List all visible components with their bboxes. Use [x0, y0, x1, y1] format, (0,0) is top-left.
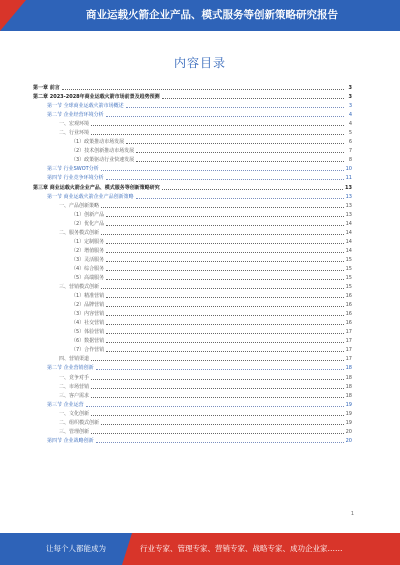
toc-dot-leader	[106, 252, 343, 253]
toc-dot-leader	[106, 297, 343, 298]
toc-dot-leader	[162, 98, 344, 99]
toc-dot-leader	[91, 415, 344, 416]
toc-entry[interactable]	[33, 410, 352, 419]
toc-entry-label: 一、文化创新	[59, 410, 90, 417]
toc-entry[interactable]	[33, 202, 352, 211]
toc-entry-page: 10	[345, 166, 352, 173]
toc-dot-leader	[106, 243, 343, 244]
toc-entry-page: 14	[345, 238, 352, 245]
toc-dot-leader	[106, 306, 343, 307]
toc-entry-label: 二、组织模式创新	[59, 419, 100, 426]
toc-entry-label: （1）定制服务	[71, 238, 105, 245]
toc-entry[interactable]	[33, 184, 352, 193]
toc-dot-leader	[101, 234, 344, 235]
toc-entry-page: 13	[345, 193, 352, 200]
toc-entry-page: 3	[348, 103, 352, 110]
toc-entry-page: 7	[348, 148, 352, 155]
toc-entry-label: 第二节 企业营销创新	[47, 365, 94, 372]
toc-dot-leader	[91, 125, 344, 126]
toc-dot-leader	[136, 161, 344, 162]
toc-entry-label: 一、竞争对手	[59, 374, 90, 381]
toc-entry-label: （1）政策推动市场发展	[71, 139, 125, 146]
toc-dot-leader	[136, 198, 344, 199]
toc-entry-label: 第三章 商业运载火箭企业产品、模式服务等创新策略研究	[33, 184, 160, 191]
toc-entry-label: 第一节 商业运载火箭企业产品创新策略	[47, 193, 134, 200]
toc-entry-label: （4）综合服务	[71, 265, 105, 272]
toc-entry-label: 第四节 行业竞争环境分析	[47, 175, 104, 182]
toc-entry[interactable]	[33, 428, 352, 437]
toc-entry[interactable]	[33, 346, 352, 355]
toc-entry-page: 17	[345, 347, 352, 354]
toc-entry-page: 4	[348, 121, 352, 128]
toc-entry[interactable]	[33, 129, 352, 138]
toc-entry-label: 三、管理创新	[59, 428, 90, 435]
toc-entry-label: （7）合作营销	[71, 347, 105, 354]
toc-entry[interactable]	[33, 265, 352, 274]
toc-entry-page: 16	[345, 311, 352, 318]
toc-entry-page: 8	[348, 157, 352, 164]
toc-entry-page: 19	[345, 410, 352, 417]
toc-entry-label: （1）精准营销	[71, 293, 105, 300]
toc-heading: 内容目录	[173, 56, 226, 70]
toc-entry-page: 14	[345, 220, 352, 227]
toc-entry-label: 三、客户需求	[59, 392, 90, 399]
toc-entry[interactable]	[33, 364, 352, 373]
toc-dot-leader	[62, 89, 344, 90]
toc-dot-leader	[91, 433, 344, 434]
toc-entry-label: 一、产品创新策略	[59, 202, 100, 209]
toc-entry-label: （3）内容营销	[71, 311, 105, 318]
toc-entry-page: 3	[348, 94, 352, 101]
toc-dot-leader	[101, 424, 344, 425]
toc-dot-leader	[162, 189, 343, 190]
toc-entry-label: 一、宏观环境	[59, 121, 90, 128]
toc-entry[interactable]	[33, 292, 352, 301]
toc-entry-label: 第一节 全球商业运载火箭市场概述	[47, 103, 124, 110]
toc-entry-label: 二、服务模式创新	[59, 229, 100, 236]
toc-entry-page: 5	[348, 130, 352, 137]
toc-dot-leader	[106, 342, 343, 343]
toc-entry-page: 17	[345, 329, 352, 336]
toc-entry-page: 13	[345, 202, 352, 209]
header-red-corner	[0, 0, 26, 31]
toc-entry-label: （2）优化产品	[71, 220, 105, 227]
toc-dot-leader	[106, 261, 343, 262]
toc-dot-leader	[106, 116, 344, 117]
toc-entry[interactable]	[33, 256, 352, 265]
toc-entry[interactable]	[33, 274, 352, 283]
toc-entry-page: 16	[345, 302, 352, 309]
toc-entry-page: 19	[345, 401, 352, 408]
toc-entry-page: 16	[345, 293, 352, 300]
toc-entry-label: 第二章 2023-2028年商业运载火箭市场前景及趋势预测	[33, 94, 160, 101]
toc-entry-label: （5）高端服务	[71, 274, 105, 281]
toc-entry[interactable]	[33, 355, 352, 364]
toc-entry-page: 20	[345, 428, 352, 435]
toc-dot-leader	[106, 270, 343, 271]
toc-entry[interactable]	[33, 102, 352, 111]
toc-dot-leader	[106, 225, 343, 226]
toc-entry-page: 14	[345, 247, 352, 254]
toc-entry-page: 14	[345, 229, 352, 236]
toc-entry-page: 15	[345, 274, 352, 281]
toc-entry-page: 17	[345, 356, 352, 363]
toc-dot-leader	[91, 388, 344, 389]
toc-entry[interactable]	[33, 392, 352, 401]
toc-entry-page: 15	[345, 284, 352, 291]
toc-entry-label: （5）体验营销	[71, 329, 105, 336]
toc-entry-label: 第二节 企业经营环境分析	[47, 112, 104, 119]
page-footer	[0, 533, 400, 565]
toc-dot-leader	[106, 324, 343, 325]
toc-entry[interactable]	[33, 301, 352, 310]
toc-entry[interactable]	[33, 156, 352, 165]
toc-entry-page: 15	[345, 256, 352, 263]
toc-entry-label: 二、市场营销	[59, 383, 90, 390]
toc-entry-label: 二、行业环境	[59, 130, 90, 137]
toc-entry-page: 6	[348, 139, 352, 146]
toc-entry[interactable]	[33, 111, 352, 120]
toc-entry-label: （4）社交营销	[71, 320, 105, 327]
toc-dot-leader	[96, 369, 344, 370]
toc-entry-page: 13	[345, 211, 352, 218]
toc-dot-leader	[91, 360, 344, 361]
toc-dot-leader	[101, 170, 344, 171]
toc-entry[interactable]	[33, 147, 352, 156]
toc-entry-page: 16	[345, 320, 352, 327]
toc-dot-leader	[86, 406, 344, 407]
toc-dot-leader	[91, 134, 344, 135]
toc-entry[interactable]	[33, 138, 352, 147]
toc-entry[interactable]	[33, 283, 352, 292]
toc-entry-page: 19	[345, 419, 352, 426]
toc-entry[interactable]	[33, 220, 352, 229]
footer-red-slant	[122, 533, 132, 565]
toc-dot-leader	[106, 315, 343, 316]
toc-entry[interactable]	[33, 211, 352, 220]
toc-entry-label: （2）增值服务	[71, 247, 105, 254]
toc-entry[interactable]	[33, 383, 352, 392]
toc-entry[interactable]	[33, 165, 352, 174]
toc-entry-page: 15	[345, 265, 352, 272]
table-of-contents	[33, 84, 352, 446]
toc-entry[interactable]	[33, 120, 352, 129]
toc-entry-label: 第一章 前言	[33, 85, 60, 91]
toc-entry[interactable]	[33, 337, 352, 346]
toc-entry-label: 三、营销模式创新	[59, 284, 100, 291]
toc-dot-leader	[126, 143, 344, 144]
toc-entry[interactable]	[33, 84, 352, 93]
toc-entry-label: 第三节 企业运营	[47, 401, 84, 408]
toc-entry-page: 18	[345, 392, 352, 399]
footer-slogan-right: 行业专家、管理专家、营销专家、战略专家、成功企业家……	[140, 544, 343, 553]
toc-entry-label: （3）灵活服务	[71, 256, 105, 263]
report-title: 商业运载火箭企业产品、模式服务等创新策略研究报告	[86, 9, 338, 21]
toc-dot-leader	[101, 288, 344, 289]
toc-dot-leader	[91, 379, 344, 380]
page-header	[0, 0, 400, 31]
page-number: 1	[350, 511, 354, 517]
toc-entry[interactable]	[33, 93, 352, 102]
toc-entry[interactable]	[33, 238, 352, 247]
toc-dot-leader	[106, 351, 343, 352]
toc-entry-page: 4	[348, 112, 352, 119]
toc-entry[interactable]	[33, 193, 352, 202]
toc-dot-leader	[106, 179, 344, 180]
toc-dot-leader	[101, 207, 344, 208]
toc-entry-page: 18	[345, 383, 352, 390]
toc-entry[interactable]	[33, 401, 352, 410]
toc-entry[interactable]	[33, 310, 352, 319]
toc-entry-label: （2）技术创新推动市场发展	[71, 148, 135, 155]
toc-entry[interactable]	[33, 319, 352, 328]
toc-dot-leader	[136, 152, 344, 153]
toc-entry-label: 第三节 行业SWOT分析	[47, 166, 99, 173]
toc-entry[interactable]	[33, 247, 352, 256]
toc-entry[interactable]	[33, 328, 352, 337]
toc-entry[interactable]	[33, 419, 352, 428]
toc-entry-label: （1）创新产品	[71, 211, 105, 218]
toc-entry-page: 17	[345, 338, 352, 345]
toc-entry[interactable]	[33, 437, 352, 446]
toc-dot-leader	[91, 397, 344, 398]
toc-entry-page: 20	[345, 437, 352, 444]
toc-entry-label: 四、营销渠道	[59, 356, 90, 363]
toc-dot-leader	[126, 107, 344, 108]
toc-dot-leader	[106, 216, 343, 217]
toc-entry-page: 11	[345, 175, 352, 182]
toc-entry-label: 第四节 企业战略创新	[47, 437, 94, 444]
toc-entry[interactable]	[33, 229, 352, 238]
footer-slogan-left: 让每个人都能成为	[46, 544, 106, 553]
toc-entry-page: 18	[345, 365, 352, 372]
toc-dot-leader	[96, 442, 344, 443]
toc-dot-leader	[106, 333, 343, 334]
toc-entry-page: 18	[345, 374, 352, 381]
toc-entry-label: （2）品牌营销	[71, 302, 105, 309]
toc-entry-page: 13	[345, 184, 352, 191]
toc-entry-page: 3	[348, 85, 352, 91]
toc-entry[interactable]	[33, 374, 352, 383]
toc-entry-label: （6）数据营销	[71, 338, 105, 345]
toc-dot-leader	[106, 279, 343, 280]
toc-entry[interactable]	[33, 174, 352, 183]
toc-entry-label: （3）政策驱动行业快速发展	[71, 157, 135, 164]
